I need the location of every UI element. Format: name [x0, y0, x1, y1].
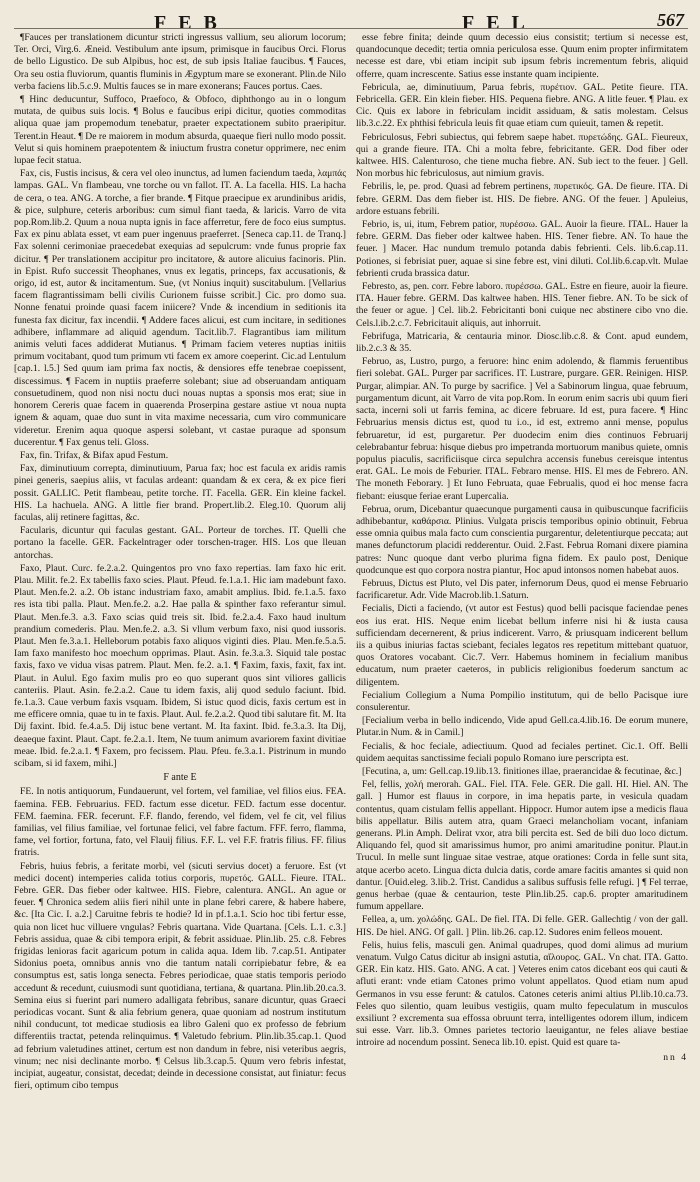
left-entry: Facularis, dicuntur qui faculas gestant. GAL. Porteur de torches. IT. Quelli che portano la facelle. GER. Fackelntrager oder torschen-trager. HIS. Los que lleuan antorchas.	[14, 525, 346, 561]
right-entry: Febricula, ae, diminutiuum, Parua febris, πυρέτιον. GAL. Petite fieure. ITA. Febricella. GER. Ein klein fieber. HIS. Pequena fiebre. ANG. A litle feuer. ¶ Plau. ex Cic. Quis ex labore in febriculam incidit assiduam, & satis molestam. Celsus lib.3.c.22. Ex phthisi febricula leuis fit quae etiam cum quieuit, tamen & repetit.	[356, 81, 688, 130]
right-entry: esse febre finita; deinde quum decessio eius consistit; tertium si necesse est, quandocunque decedit; tertia omnia periculosa esse. Quum enim propter infirmitatem necesse est dare, vbi etiam incipit sub ipsum febris incrementum febris, aliquid offerre, quam increscente. Satius esse instante quam incipiente.	[356, 32, 688, 80]
right-entry: Fellea, a, um. χολώδης. GAL. De fiel. ITA. Di felle. GER. Gallechtig / von der gall. HIS. De hiel. ANG. Of gall. ] Plin. lib.26. cap.12. Sudores enim felleos mouent.	[356, 914, 688, 938]
guide-word-right: FEL	[462, 12, 537, 34]
left-entry: Faxo, Plaut. Curc. fe.2.a.2. Quingentos pro vno faxo repertias. Iam faxo hic erit. Plau. Milit. fe.2. Ex tabellis faxo scies. Plaut. Pfeud. fe.1.a.1. Hic iam madebunt faxo. Plaut. Men.fe.2. a.2. Ob istanc industriam faxo, amabit amplius. Ibid. fe.1.a.5. faxo res ista tibi palla. Plaut. Men.fe.2. a.2. Hae palla & spinther faxo referantur simul. Plaut. Men.fe.3. a.3. Faxo scias quid treis sit. Ibid. fe.2.a.4. Faxo haud inultum prandium comederis. Plau. Men.fe.2. a.3. Si vllum verbum faxo, nisi quod iussoris. Plaut. Men fe.3.a.1. Helleborum potabis faxo aliquos viginti dies. Plau. Men.fe.5.a.5. Iam faxo manifesto hoc moechum opprimas. Plaut. Asin. fe.3.a.3. Siquid tale postac faxis, faxo ve vidua visas patrem. Plaut. Men. fe.2. a.1. ¶ Faxim, faxis, faxit, fax int. Plaut. in Aulul. Ego faxim mulis pro eo quo superant quos sint viliores gallicis canteriis. Plaut. Asin. fe.2.a.2. Caue tu idem faxis, alij quod sedulo faciunt. Ibid. fe.1.a.3. Caue verbum faxis vsquam. Ibidem, Si istuc quod dicis, faxis certum est in me efficere omnia, quae tu in te faxis. Plaut. Aul. fe.2.a.2. Quod tibi salutare fit. M. Ita Dij faxint. Ibid. fe.4.a.5. Dij istuc bene vertant. M. Ita faxint. Ibid. fe.3.a.3. Ita Dij, deaeque faxint. Plaut. Capt. fe.2.a.1. Item, Ne tuum animum avariorem faxint divitiae meae. Ibid. fe.2.a.1. ¶ Faxem, pro fecissem. Plau. Pfeu. fe.3.a.1. Pistrinum in mundo scibam, si id faxem, mihi.]	[14, 562, 346, 769]
right-entry: Fel, fellis, χολή merorah. GAL. Fiel. ITA. Fele. GER. Die gall. HI. Hiel. AN. The gall. ] Humor est flauus in corpore, in ima hepatis parte, in vesicula quadam contentus, quam cistulam fellis appellant. Hippocr. Humor autem ipse a medicis flaua bilis appellatur. Bilis autem atra, quam Graeci melancholiam vocant, infaniam generans. Pl.in Amph. Delirat vxor, atra bili percita est. Sed de bili duo loco dictum. Aliquando fel, quod sit amarissimus humor, pro animi amaritudine ponitur. Plaut.in Trucul. In melle sunt linguae sitae vestrae, atque orationes: Corda in felle sunt sita, atque acerbo aceto. Lingua dicta dulcia datis, corde amare facitis amantes si quid non dantur. [Ouid.eleg. 3.lib.2. Trist. Candidus a salibus suffusis felle refugi. ] ¶ Fel terrae, genus herbae (quae & centaurion, teste Plin.lib.25. cap.6. propter amaritudinem fumum appellare.	[356, 779, 688, 913]
right-entry: Febriculosus, Febri subiectus, qui febrem saepe habet. πυρετώδης. GAL. Fieureux, qui a grande fieure. ITA. Chi a molta febre, febricitante. GER. Dod fiber oder kaltwee. HIS. Calenturoso, che tiene mucha fiebre. AN. Sub iect to the feuer. ] Gell. Non morbus hic febriculosus, aut nimium gravis.	[356, 131, 688, 180]
left-entry: Fax, fin. Trifax, & Bifax apud Festum.	[20, 449, 169, 461]
right-entry: [Fecialium verba in bello indicendo, Vide apud Gell.ca.4.lib.16. De eorum munere, Plutar.in Num. & in Camil.]	[356, 715, 688, 739]
right-entry: Fecialium Collegium a Numa Pompilio institutum, qui de bello Pacisque iure consulerentur.	[356, 689, 688, 713]
left-entry: Fax, diminutiuum correpta, diminutiuum, Parua fax; hoc est facula ex aridis ramis pinei generis, saepius aliis, vt faculas ardeant: quandam & ex cera, & ex pice fieri possit. GALLIC. Petit flambeau, petite torche. IT. Facella. GER. Ein kleine fackel. HIS. La hachuela. ANG. A little fier brand. Propert.lib.2. Eleg.10. Quorum alij faculas, alij retinere fagittas, &c.	[14, 463, 346, 523]
left-column	[14, 32, 346, 1170]
right-entry: Febrio, is, ui, itum, Febrem patior, πυρέσσω. GAL. Auoir la fieure. ITAL. Hauer la febre. GERM. Das fieber oder kaltwee haben. HIS. Tener fiebre. AN. To haue the feuer. ] Macer. Hac nundum tremulo potanda dabis febrienti. Cels. lib.6.cap.11. Potiones, si febrisiat puer, aquae si sine febre est, vini diluti. Col.lib.6.cap.vlt. Mulae febrienti cruda brassica datur.	[356, 219, 688, 279]
right-entry: Februa, orum, Dicebantur quaecunque purgamenti causa in quibuscunque facrificiis adhibebantur, καθάρσια. Plinius. Vulgata priscis temporibus opinio obtinuit, Februa esse omnia quibus mala facto cum conscientia purgarentur, deletentiurque peccata; aut manes defunctorum placidi redderentur. Ouid. 2.Fast. Februa Romani dixere piamina patres: Nunc quoque dant verbo plurima figna fidem. Ex paulo post, Denique quodcunque est quo corpora nostra piantur, Hoc apud intonsos nomen habebat auos.	[356, 503, 688, 576]
right-entry: Febresto, as, pen. corr. Febre laboro. πυρέσσω. GAL. Estre en fieure, auoir la fieure. ITA. Hauer febre. GERM. Das kaltwee haben. HIS. Tener fiebre. AN. To be sick of the feuer or ague. ] Cel. lib.2. Febricitanti boni cuique nec abstinere cibo vno die. Cels.l.ib.2.c.7. Febricitauit aliquis, aut inhorruit.	[356, 281, 688, 329]
left-entry: Febris, huius febris, a feritate morbi, vel (sicuti servius docet) a feruore. Est (vt medici docent) intemperies calida totius corporis, πυρετός. GALL. Fieure. ITAL. Febre. GER. Das fieber oder kaltwee. HIS. Fiebre, calentura. ANGL. An ague or feuer. ¶ Chronica sedem aliis fieri nihil unte in plane febri carere, & habere habere, &c. [Ita Cic. I. a.2.] Caruitne febris te hodie? Id in pf.1.a.1. Scio hoc tibi fertur esse, quia non licet huc villuere vngulas? Febris quartana. Vide Quartana. [Cels. L.1. c.3.] Febris assidua, quae & cibi tempora eripit, & febrit assiduae. Plin.lib. 25. c.8. Febres frigidas lenioras facit agaricum potum in calida aqua. Idem lib. 7.cap.51. Antipater Sidonius poeta, omnibus annis vno die tantum natali corripiebatur febre, & ea consumptus est, satis longa senecta. Febres periodicae, quae statis temporis periodo accedunt & recedunt, cuiusmodi sunt quotidiana, tertiana, & quartana. Plin.lib.20.ca.3. Semina eius si fuerint pari numero adalligata febribus, sanare dicuntur, quas Graeci periodicas vocant. Sunt & alia febrium genera, quae quoniam ad nostrum institutum nihil conducunt, tot medicae studiosis ea libro Galeni quo ex professo de febrium differentiis tractat, petenda relinquimus. ¶ Valetudo febrium. Plin.lib.35.cap.1. Quod ad febrium valetudines attinet, certum est non dandum in febre, nisi veteribus aegris, vinum; nec nisi declinante morbo. ¶ Celsus lib.3.cap.5. Quum vero febris infestat, incipiat, augeatur, consistat, decedat; deinde in decessione consistat, aut finiatur: fecus fieri, optimum cibo tempus	[14, 860, 346, 1092]
header-rule	[14, 28, 688, 29]
right-column	[356, 32, 688, 1170]
right-entry: Febrilis, le, pe. prod. Quasi ad febrem pertinens, πυρετικός. GA. De fieure. ITA. Di febre. GERM. Das dem fieber ist. HIS. De fiebre. ANG. Of the feuer. ] Apuleius, ardore estuans febrili.	[356, 181, 688, 217]
right-entry: Februus, Dictus est Pluto, vel Dis pater, infernorum Deus, quod ei mense Februario facrificaretur. Adr. Vide Macrob.lib.1.Saturn.	[356, 577, 688, 602]
guide-word-left: FEB	[154, 12, 229, 34]
signature-mark: nn 4	[663, 1051, 688, 1063]
left-entry: Fax, cis, Fustis incisus, & cera vel oleo inunctus, ad lumen faciendum taeda, λαμπάς lampas. GAL. Vn flambeau, vne torche ou vn fallot. IT. A. La facella. HIS. La hacha de cera, o tea. ANG. A torche, a fier brande. ¶ Fitque praecipue ex arundinibus aridis, & pice, sulphure, ceteris arboribus: cum simul fiant taeda, & laricis. Varro de vita pop.Rom.lib.2. Quum a noua nupta ignis in face afferretur, fere de foco eius sumptus. Fax ex pinu ablata esset, vt eam puer ingenuus praeferret. [Seneca cap.11. de Tranq.] Fax solenni cerimoniae praecedebat exequias ad sepulcrum: vnde funus proprie fax dicitur. ¶ Per translationem accipitur pro incitatore, & autore alicuius facinoris. Plin. in Epist. Rufo successit Theophanes, vnus ex legatis, princeps, fax accusationis, & origo, id est, autor & incitamentum. Sue, (vt Nonius inquit) suscitabulum. [Vellarius facem flagrantissimam belli civilis Curionem fuisse scribit.] Cic. pro domo sua. Nonne fenatui proinde quasi facem iniicere? Vnde & incendium in seditionis ita funesta fax dicitur, fax incendii. ¶ Addere faces alicui, est cum incitare, in seditiones adhibere, inflammare ad aliquid agendum. Tacit.lib.7. Flagrantibus iam militum animis veluti faces addiderat Mutianus. ¶ Primam faciem veteres nuptias initiis primum vocitabant, quod tum primum vti facem ex amore coeperint. Cic.ad Lentulum [cap.1. l.5.] Sed quum iam prima fax noctis, & densiores effe tenebrae coepissent, discessimus. ¶ Facem in nuptiis praeferre solebant; siue ad obseruandam antiquam consuetudinem, quod non nisi noctu duci nouas nuptas a sponsis mos erat; siue in honorem Cereris quae facem in quaerenda Proserpina gestare astiue vt noua nupta ignem & aquam, quae duo sunt in vita maxime necessaria, cum viro communicare videretur. Erenim aqua quoque aspersi solebant, vt castae puraque ad sponsum ducerentur. ¶ Fax genus teli. Gloss.	[14, 168, 346, 448]
two-column-body	[14, 32, 688, 1170]
section-subheading: F ante E	[163, 772, 197, 784]
right-entry: Fecialis, Dicti a faciendo, (vt autor est Festus) quod belli pacisque faciendae penes eos ius erat. HIS. Neque enim licebat bellum inferre nisi hi & iusta causa sufficiendam decernerent, & prius indicerent. Varro, & priusquam indicerent bellum iis a quibus iniurias factas sciebant, feciales legatos res repetitum mittebant quatuor, quos Oratores vocabant. Cic.7. Verr. Habemus hominem in fecialium manibus educatum, num praeter caeteros, in publicis religionibus foederum sanctum ac diligentem.	[356, 603, 688, 688]
right-entry: [Fecutina, a, um: Gell.cap.19.lib.13. finitiones illae, praerancidae & fecutinae, &c.]	[362, 765, 682, 777]
right-entry: Febrifuga, Matricaria, & centauria minor. Diosc.lib.c.8. & Cont. apud eundem, lib.2.c.3 & 35.	[356, 330, 688, 355]
page-number: 567	[657, 10, 684, 30]
right-entry: Februo, as, Lustro, purgo, a feruore: hinc enim adolendo, & flammis feruentibus fieri solebat. GAL. Purger par sacrifices. IT. Lustrare, purgare. GER. Reinigen. HISP. Purgar, alimpiar. AN. To purge by sacrifice. ] Vel a Sabinorum lingua, quae februum, purgamentum dicunt, ait Varro de vita pop.Rom. In eorum enim sacris ubi quum fieri sacta, incerni soli ut farris femina, ac dicere februare. Id est, pura facere. ¶ Hinc Februarius mensis dictus est, quod tu i.o., id est, extremo anni mense, populus februaretur, id est, purgaretur. Per duodecim enim dies continuos Februarij celebrabantur februa: hisque diebus pro impetranda mortuorum manibus quiete, omnis populus piaculis, sacrificiisque circa sepulchra accensis funebus cereisque intentus erat. GAL. Le mois de Feburier. ITAL. Febraro mense. HIS. El mes de Febrero. AN. The moneth Feborary. ] Et Iuno Februata, quae Februalis, quod ei hoc mense facra fiebant: eiusque feriae erant Lupercalia.	[356, 356, 688, 502]
right-entry: Felis, huius felis, masculi gen. Animal quadrupes, quod domi alimus ad murium venatum. Vulgo Catus dicitur ab insigni astutia, αἴλουρος. GAL. Vn chat. ITA. Gatto. GER. Ein katz. HIS. Gato. ANG. A cat. ] Veteres enim catos dicebant eos qui cauti & afluti erant: vnde etiam Catones primo volunt appellatos. Quod etiam num apud Germanos in vsu esse ferunt: & catulos. Catones ceteris animi altius Pl.lib.10.ca.73. Feles quo silentio, quam leuibus vestigiis, quam multo fepeculatum in musculos exsiliunt ? excrementa sua effossa obruunt terra, intelligentes odorem illum, indicem sui esse. Varr. lib.3. Omnes parietes tectorio laeuigantur, ne feles aliave bestiae introire ad nocendum possint. Seneca lib.10. epist. Quid est quare ta-	[356, 939, 688, 1049]
right-entry: Fecialis, & hoc feciale, adiectiuum. Quod ad feciales pertinet. Cic.1. Off. Belli quidem aequitas sanctissime feciali populo Romano iure perscripta est.	[356, 740, 688, 764]
left-entry: FE. In notis antiquorum, Fundauerunt, vel fortem, vel familiae, vel filios eius. FEA. faemina. FEB. Februarius. FED. factum esse dicetur. FED. factum esse docentur. FEM. faemina. FER. fecerunt. F.F. flando, ferendo, vel fidem, vel fe cit, vel filius familias, vel filius familiae, vel fortunae felici, vel fabre factum. FFF. ferro, flamma, fame, vel fortior, fortuna, fato, vel Flauij filius. F.F. L. vel F.F. fratris filius. FF. filius fratris.	[14, 786, 346, 859]
left-entry: ¶ Hinc deducuntur, Suffoco, Praefoco, & Obfoco, diphthongo au in o longum mutata, de quibus suis locis. ¶ Bolus e faucibus eripi dicitur, quoties commoditas aliqua quae jam propemodum tenebatur, praeter expectationem subito praeripitur. Terent.in Heaut. ¶ De re maiorem in modum absurda, quaeque fieri nullo modo possit. Velut si quis hominem praepotentem & iniuctum frustra conetur opprimere, nec enim lupae fecit statua.	[14, 94, 346, 167]
left-entry: ¶Fauces per translationem dicuntur stricti ingressus vallium, seu aliorum locorum; Ter. Orci, Virg.6. Æneid. Vestibulum ante ipsum, primisque in faucibus Orci. Florus de bello Ligustico. De sub Alpibus, hoc est, de sub ipsis Italiae faucibus. ¶ Fauces, Ora seu ostia fluviorum, quantis fluminis in Ægyptum mare se exonerant. Plin.de Nilo verba faciens lib.5.c.9. Multis fauces se in mare exonerans; Fauces portus. Caes.	[14, 32, 346, 92]
